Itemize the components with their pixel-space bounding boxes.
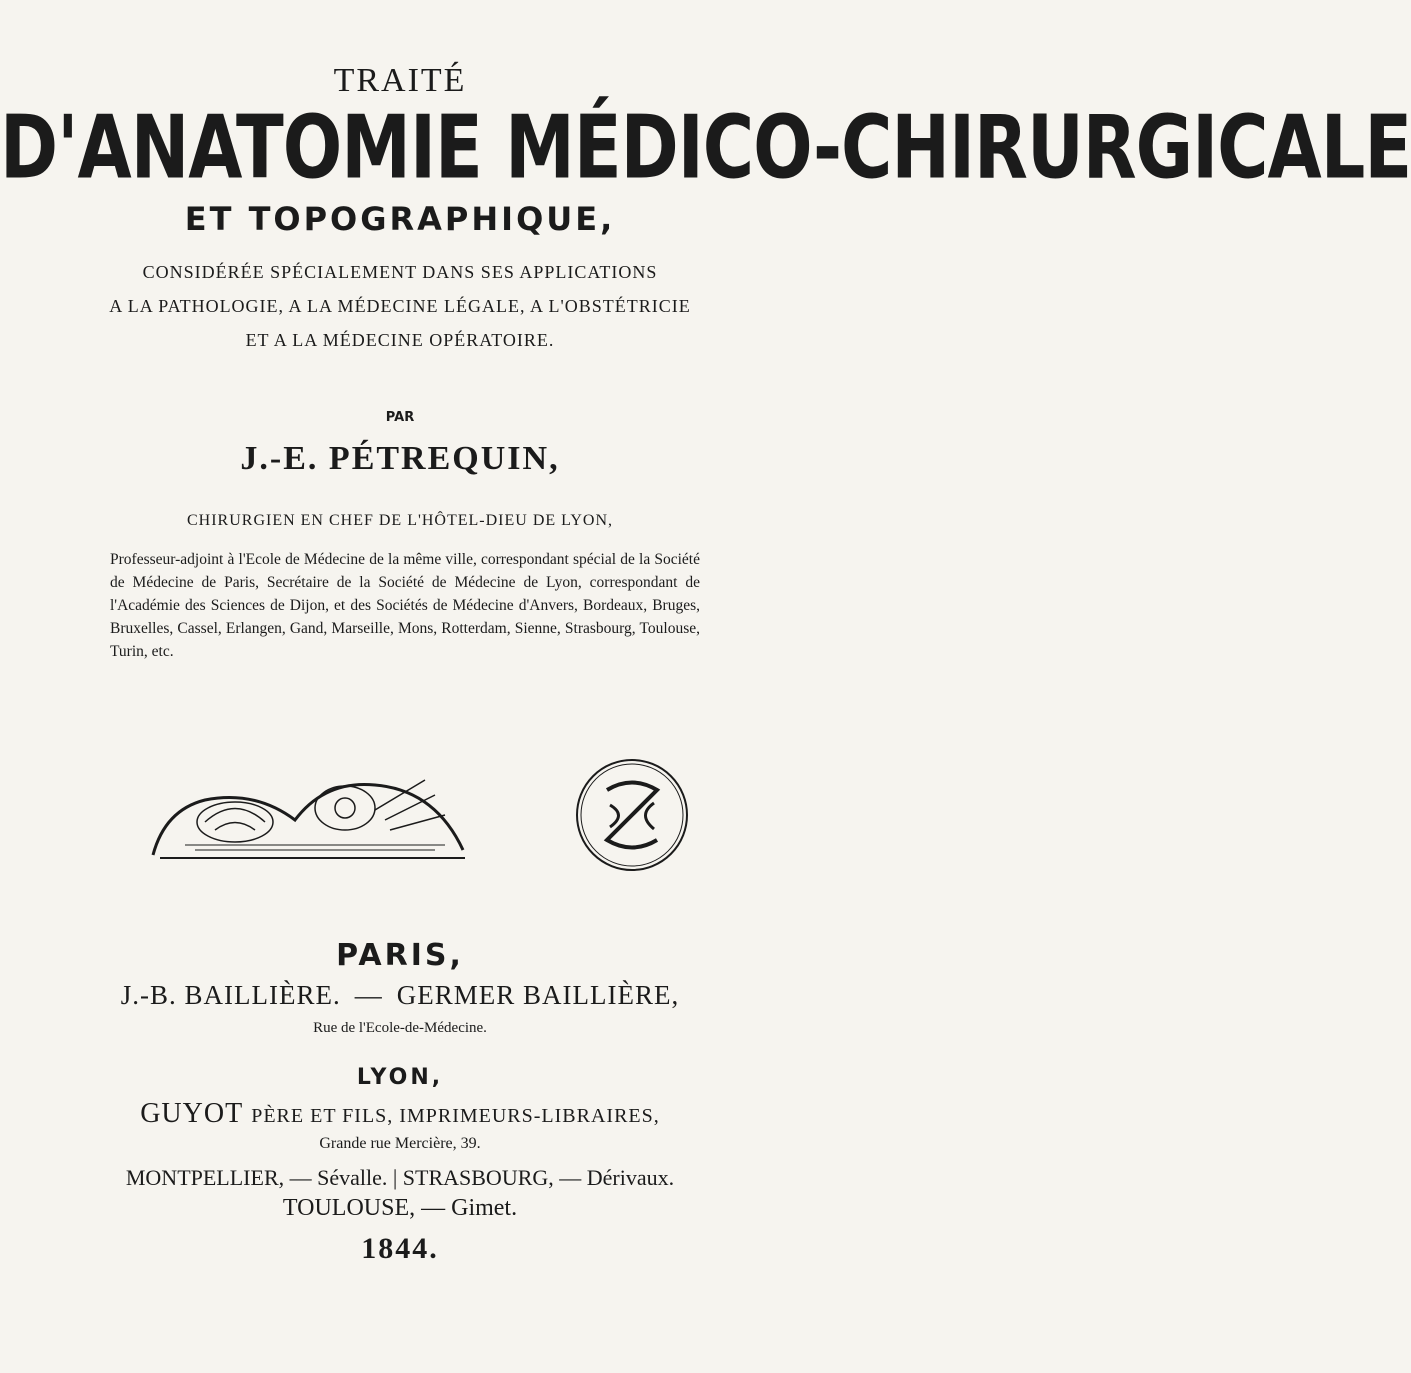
other-cities-line-1: MONTPELLIER, — Sévalle. | STRASBOURG, — Dérivaux. xyxy=(125,1165,675,1190)
author-role: CHIRURGIEN EN CHEF DE L'HÔTEL-DIEU DE LYON, xyxy=(186,512,613,529)
monogram-seal-icon xyxy=(572,755,692,875)
author-credentials: Professeur-adjoint à l'Ecole de Médecine de la même ville, correspondant spécial de la Société de Médecine de Paris, Secrétaire de la Société de Médecine de Lyon, correspondant de l'Académie des Sciences de Dijon, et des Sociétés de Médecine d'Anvers, Bordeaux, Bruges, Bruxelles, Cassel, Erlangen, Gand, Marseille, Mons, Rotterdam, Sienne, Strasbourg, Toulouse, Turin, etc. xyxy=(110,551,700,660)
subtitle-line-3: ET A LA MÉDECINE OPÉRATOIRE. xyxy=(245,330,555,350)
par-label: PAR xyxy=(385,410,415,425)
publication-year: 1844. xyxy=(361,1232,439,1265)
imprint-city-lyon: LYON, xyxy=(356,1065,444,1090)
title-line-3: ET TOPOGRAPHIQUE, xyxy=(184,200,616,238)
publishers-line xyxy=(0,980,800,1011)
printer-emblem-icon xyxy=(145,750,475,865)
printer-line xyxy=(0,1098,800,1130)
printer-desc: PÈRE ET FILS, IMPRIMEURS-LIBRAIRES, xyxy=(251,1105,660,1127)
main-title: D'ANATOMIE MÉDICO-CHIRURGICALE xyxy=(0,96,1411,199)
lyon-address: Grande rue Mercière, 39. xyxy=(319,1135,481,1152)
title-line-1: TRAITÉ xyxy=(333,62,467,99)
other-cities-line-2: TOULOUSE, — Gimet. xyxy=(282,1195,518,1221)
publisher-separator: — xyxy=(354,980,383,1010)
subtitle-line-1: CONSIDÉRÉE SPÉCIALEMENT DANS SES APPLICATIONS xyxy=(142,262,658,282)
printer-name: GUYOT xyxy=(140,1098,244,1129)
publisher-2: GERMER BAILLIÈRE, xyxy=(396,980,680,1010)
author-name: J.-E. PÉTREQUIN, xyxy=(240,440,560,477)
paris-address: Rue de l'Ecole-de-Médecine. xyxy=(313,1020,487,1036)
publisher-1: J.-B. BAILLIÈRE. xyxy=(120,980,341,1010)
imprint-city-paris: PARIS, xyxy=(336,938,464,973)
subtitle-line-2: A LA PATHOLOGIE, A LA MÉDECINE LÉGALE, A L'OBSTÉTRICIE xyxy=(109,296,691,316)
